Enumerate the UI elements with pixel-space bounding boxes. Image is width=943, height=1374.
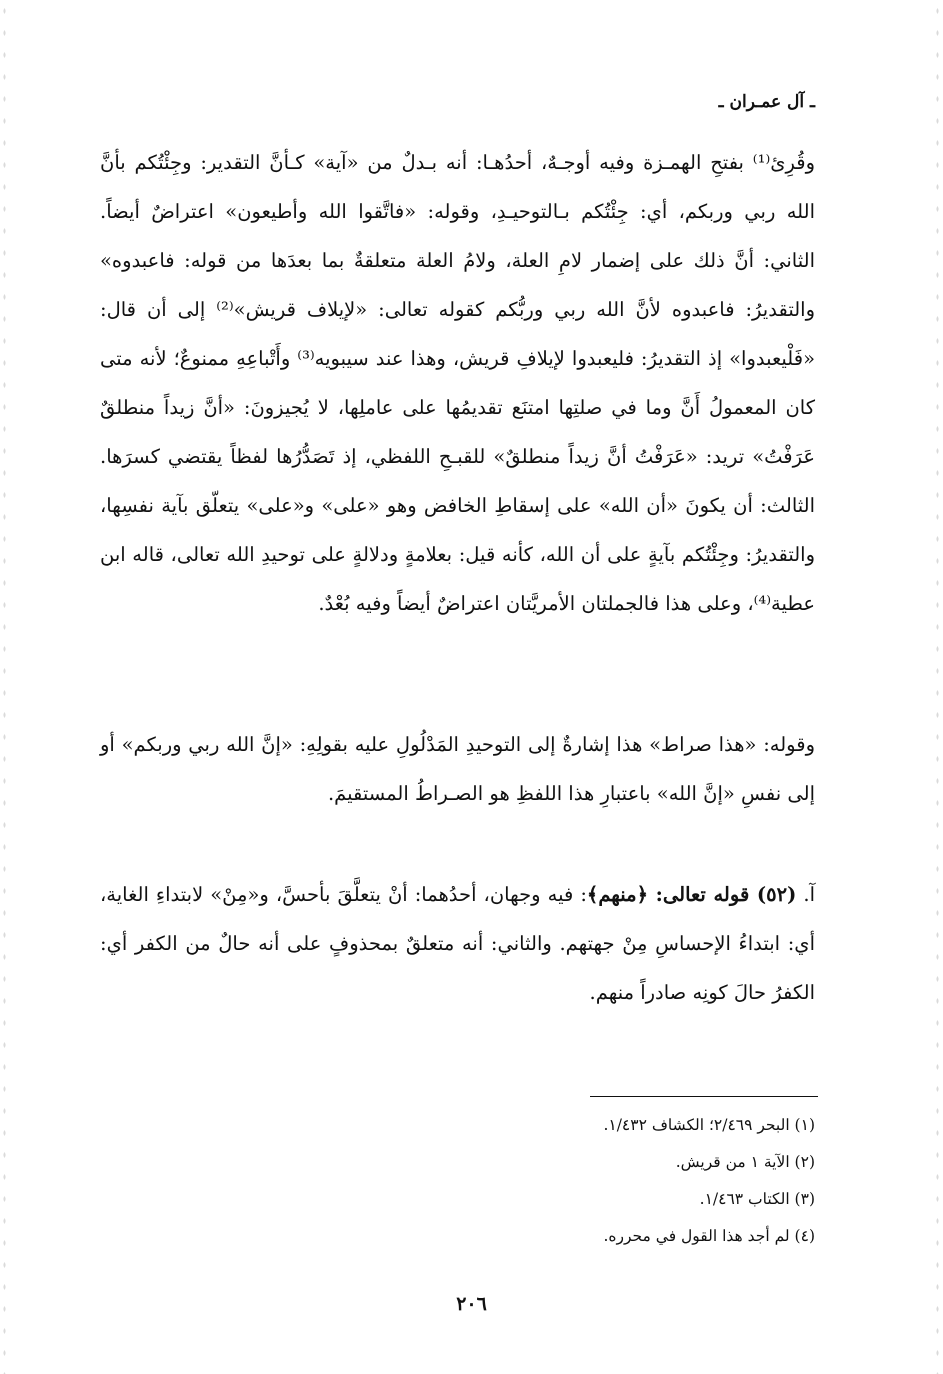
right-edge-dots (933, 0, 943, 1374)
running-header: ـ آل عمـران ـ (718, 92, 815, 112)
body-paragraph-1 (100, 138, 815, 628)
left-edge-dots (0, 0, 10, 1374)
footnote-4: (٤) لم أجد هذا القول في محرره. (603, 1227, 815, 1245)
verse-heading: (٥٢) قوله تعالى: ﴿منهم﴾ (586, 883, 797, 906)
footnote-1: (١) البحر ٢/٤٦٩؛ الكشاف ١/٤٣٢. (603, 1116, 815, 1134)
verse-commentary (100, 870, 815, 1017)
footnote-separator (590, 1096, 818, 1097)
verse-paragraph (100, 870, 815, 1017)
footnote-3: (٣) الكتاب ١/٤٦٣. (699, 1190, 815, 1208)
verse-text: : فيه وجهان، أحدُهما: أنْ يتعلَّقَ بأحسَّ، و«مِنْ» لابتداءِ الغاية، أي: ابتداءُ الإحساسِ مِنْ جهتهم. والثاني: أنه متعلقٌ بمحذوفٍ على أنه حالٌ من الكفر أي: الكفرُ حالَ كونِه صادراً منهم. (100, 883, 815, 1004)
page-number: ٢٠٦ (456, 1293, 487, 1315)
footnote-2: (٢) الآية ١ من قريش. (675, 1153, 815, 1171)
footnotes (215, 1107, 815, 1255)
verse-prefix: آ. (796, 883, 815, 906)
paragraph-text: وقوله: «هذا صراط» هذا إشارةٌ إلى التوحيدِ المَدْلُولِ عليه بقولِهِ: «إنَّ الله ربي وربكم» أو إلى نفسِ «إنَّ الله» باعتبارِ هذا اللفظِ هو الصـراطُ المستقيمَ. (100, 733, 815, 805)
body-paragraph-2 (100, 720, 815, 818)
paragraph-text: وقُرِئ⁽¹⁾ بفتحِ الهمـزة وفيه أوجـهٌ، أحدُهـا: أنه بـدلٌ من «آية» كـأنَّ التقدير: وجِئْتُكم بأنَّ الله ربي وربكم، أي: جِئْتُكم بـالتوحيـدِ، وقوله: «فاتَّقوا الله وأطيعون» اعتراضٌ أيضاً. الثاني: أنَّ ذلك على إضمار لامِ العلة، ولامُ العلة متعلقةٌ بما بعدَها من قوله: فاعبدوه» والتقديرُ: فاعبدوه لأنَّ الله ربي وربُّكم كقوله تعالى: «لإيلاف قريش»⁽²⁾ إلى أن قال: «فَلْيعبدوا» إذ التقديرُ: فليعبدوا لإيلافِ قريش، وهذا عند سيبويه⁽³⁾ وأَتْباعِهِ ممنوعٌ؛ لأنه متى كان المعمولُ أَنَّ وما في صلتِها امتنَع تقديمُها على عاملِها، لا يُجيزونَ: «أنَّ زيداً منطلقٌ عَرَفْتُ» تريد: «عَرَفْتُ أنَّ زيداً منطلقٌ» للقبـحِ اللفظي، إذ تَصَدُّرُها لفظاً يقتضي كسرَها. الثالث: أن يكونَ «أن الله» على إسقاطِ الخافض وهو «على» و«على» يتعلّق بآية نفسِها، والتقديرُ: وجِئْتُكم بآيةٍ على أن الله، كأنه قيل: بعلامةٍ ودلالةٍ على توحيدِ الله تعالى، قاله ابن عطية⁽⁴⁾، وعلى هذا فالجملتان الأمريَّتان اعتراضٌ أيضاً وفيه بُعْدٌ. (100, 151, 816, 615)
